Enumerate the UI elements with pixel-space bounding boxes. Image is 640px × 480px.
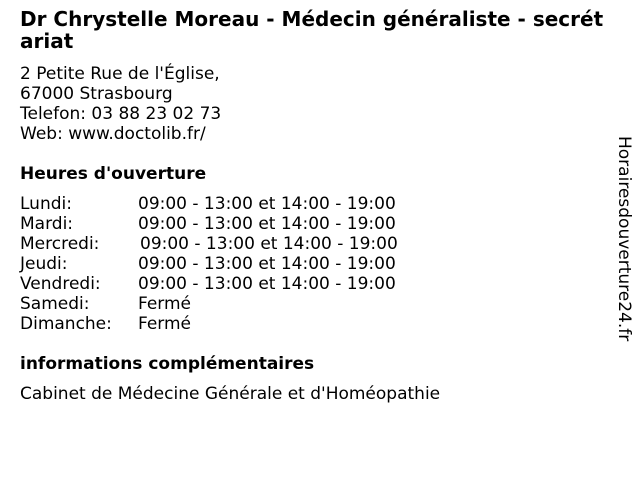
day-label: Mardi:: [20, 214, 74, 234]
contact-block: [20, 64, 221, 144]
day-label: Samedi:: [20, 294, 90, 314]
day-label: Lundi:: [20, 194, 72, 214]
day-hours: Fermé: [138, 314, 192, 334]
site-watermark: Horairesdouverture24.fr: [614, 136, 634, 342]
info-text: Cabinet de Médecine Générale et d'Homéopathie: [20, 384, 441, 404]
day-hours: 09:00 - 13:00 et 14:00 - 19:00: [138, 274, 396, 294]
day-hours: 09:00 - 13:00 et 14:00 - 19:00: [138, 194, 396, 214]
phone-number: Telefon: 03 88 23 02 73: [20, 104, 222, 124]
hours-heading: Heures d'ouverture: [20, 164, 207, 184]
info-heading: informations complémentaires: [20, 354, 315, 374]
website: Web: www.doctolib.fr/: [20, 124, 206, 144]
day-hours: 09:00 - 13:00 et 14:00 - 19:00: [138, 254, 396, 274]
day-hours: Fermé: [138, 294, 192, 314]
day-hours: 09:00 - 13:00 et 14:00 - 19:00: [138, 214, 396, 234]
day-label: Dimanche:: [20, 314, 112, 334]
day-label: Vendredi:: [20, 274, 101, 294]
day-label: Jeudi:: [20, 254, 68, 274]
page-title: Dr Chrystelle Moreau - Médecin généraliste - secrétariat: [20, 7, 604, 53]
street-address: 2 Petite Rue de l'Église,: [20, 64, 220, 84]
city-address: 67000 Strasbourg: [20, 84, 173, 104]
day-hours: 09:00 - 13:00 et 14:00 - 19:00: [140, 234, 398, 254]
day-label: Mercredi:: [20, 234, 100, 254]
